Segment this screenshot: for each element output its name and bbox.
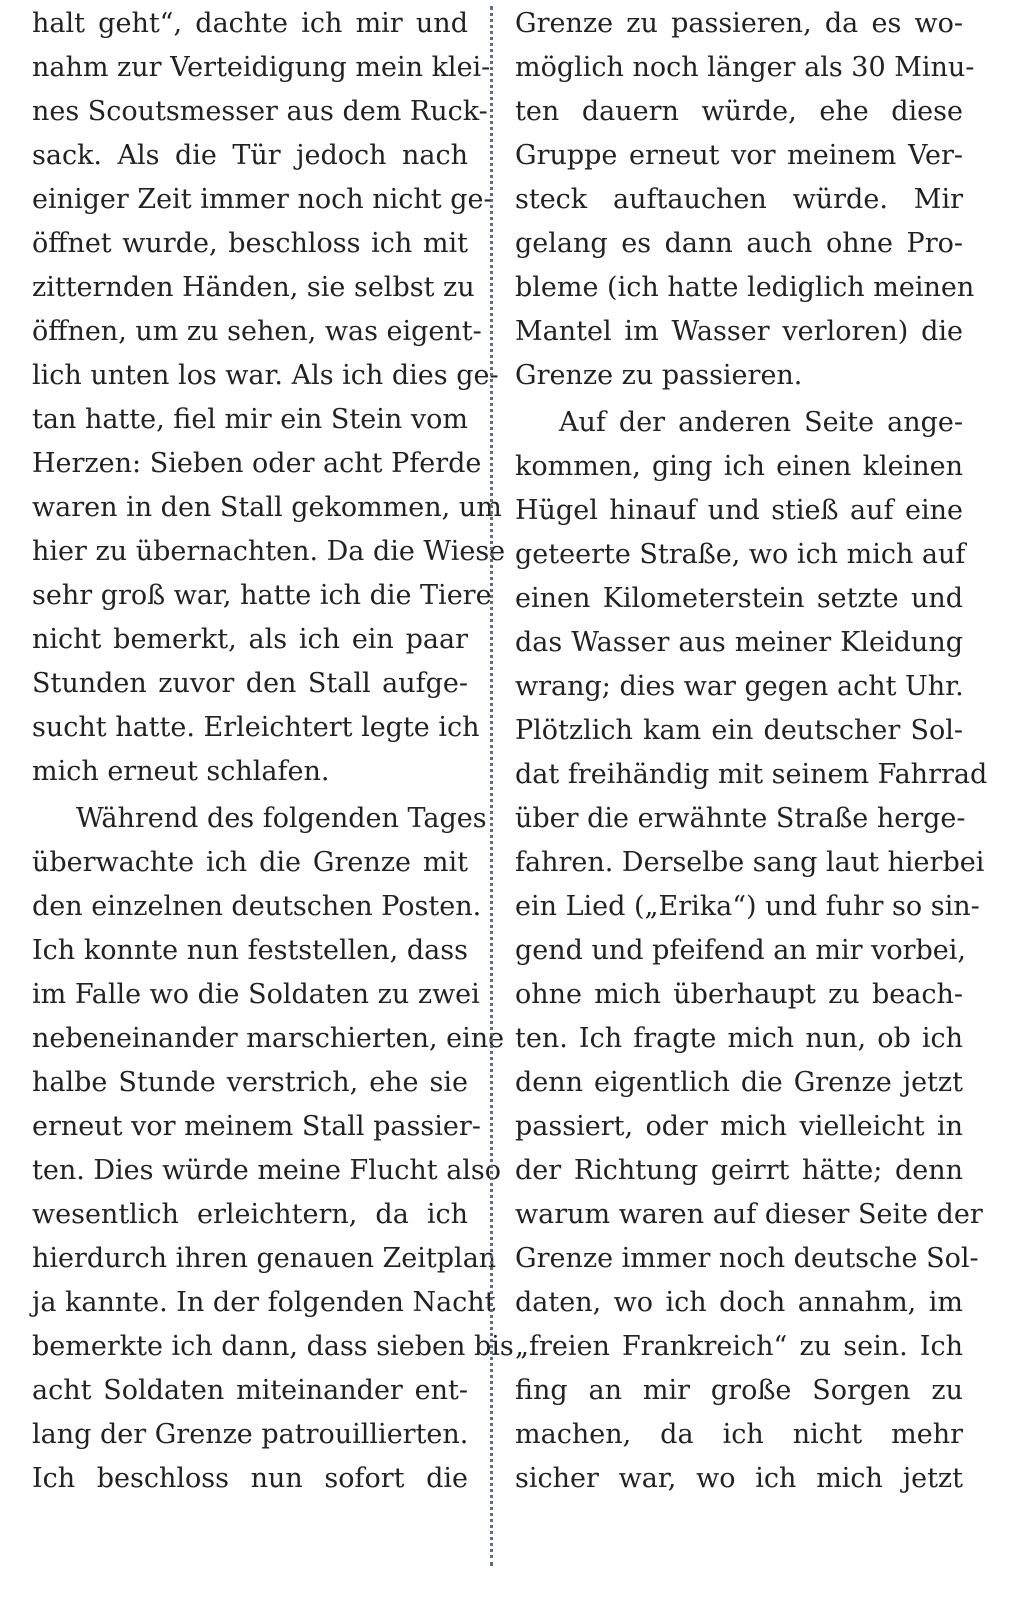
text-line: Grenze zu passieren. [515,360,803,391]
text-line: möglich noch länger als 30 Minu- [515,52,975,83]
text-line: zitternden Händen, sie selbst zu [32,272,475,303]
text-line: im Falle wo die Soldaten zu zwei [32,979,480,1010]
text-line: sucht hatte. Erleichtert legte ich [32,712,480,743]
text-line: Hügel hinauf und stieß auf eine [515,495,963,526]
text-line: das Wasser aus meiner Kleidung [515,627,963,658]
text-line: halt geht“, dachte ich mir und [32,8,468,39]
text-line: lang der Grenze patrouillierten. [32,1419,469,1450]
text-line: ein Lied („Erika“) und fuhr so sin- [515,891,980,922]
text-line: fing an mir große Sorgen zu [515,1375,963,1406]
text-line: tan hatte, fiel mir ein Stein vom [32,404,468,435]
text-line: einiger Zeit immer noch nicht ge- [32,184,493,215]
text-line: öffnen, um zu sehen, was eigent- [32,316,482,347]
text-line: hierdurch ihren genauen Zeitplan [32,1243,497,1274]
text-line: warum waren auf dieser Seite der [515,1199,983,1230]
text-line: kommen, ging ich einen kleinen [515,451,963,482]
text-line: denn eigentlich die Grenze jetzt [515,1067,963,1098]
text-line: Ich beschloss nun sofort die [32,1463,468,1494]
text-line: Ich konnte nun feststellen, dass [32,935,468,966]
text-line: Gruppe erneut vor meinem Ver- [515,140,963,171]
text-line: wrang; dies war gegen acht Uhr. [515,671,964,702]
text-line: passiert, oder mich vielleicht in [515,1111,963,1142]
text-line: Grenze immer noch deutsche Sol- [515,1243,979,1274]
text-line: der Richtung geirrt hätte; denn [515,1155,963,1186]
text-line: bleme (ich hatte lediglich meinen [515,272,975,303]
text-line: Während des folgenden Tages [76,803,487,834]
text-line: dat freihändig mit seinem Fahrrad [515,759,988,790]
text-line: Plötzlich kam ein deutscher Sol- [515,715,963,746]
text-line: wesentlich erleichtern, da ich [32,1199,468,1230]
text-line: machen, da ich nicht mehr [515,1419,963,1450]
text-line: öffnet wurde, beschloss ich mit [32,228,468,259]
text-line: lich unten los war. Als ich dies ge- [32,360,499,391]
text-line: nahm zur Verteidigung mein klei- [32,52,491,83]
text-line: Stunden zuvor den Stall aufge- [32,668,468,699]
text-line: fahren. Derselbe sang laut hierbei [515,847,985,878]
text-line: halbe Stunde verstrich, ehe sie [32,1067,468,1098]
text-line: nicht bemerkt, als ich ein paar [32,624,468,655]
text-line: hier zu übernachten. Da die Wiese [32,536,506,567]
text-line: über die erwähnte Straße herge- [515,803,966,834]
text-line: Mantel im Wasser verloren) die [515,316,963,347]
text-line: ten. Dies würde meine Flucht also [32,1155,502,1186]
text-line: sack. Als die Tür jedoch nach [32,140,468,171]
text-line: geteerte Straße, wo ich mich auf [515,539,966,570]
text-line: sehr groß war, hatte ich die Tiere [32,580,492,611]
text-line: mich erneut schlafen. [32,756,330,787]
text-line: steck auftauchen würde. Mir [515,184,963,215]
text-line: „freien Frankreich“ zu sein. Ich [515,1331,963,1362]
text-line: ja kannte. In der folgenden Nacht [32,1287,496,1318]
text-line: erneut vor meinem Stall passier- [32,1111,481,1142]
text-line: einen Kilometerstein setzte und [515,583,963,614]
column-divider [490,6,493,1566]
text-line: waren in den Stall gekommen, um [32,492,502,523]
text-line: ten dauern würde, ehe diese [515,96,963,127]
text-line: Auf der anderen Seite ange- [559,407,963,438]
text-line: daten, wo ich doch annahm, im [515,1287,963,1318]
text-line: gelang es dann auch ohne Pro- [515,228,963,259]
text-line: Grenze zu passieren, da es wo- [515,8,963,39]
text-line: überwachte ich die Grenze mit [32,847,468,878]
text-line: nes Scoutsmesser aus dem Ruck- [32,96,488,127]
text-line: sicher war, wo ich mich jetzt [515,1463,963,1494]
text-line: nebeneinander marschierten, eine [32,1023,505,1054]
text-line: ten. Ich fragte mich nun, ob ich [515,1023,963,1054]
text-line: den einzelnen deutschen Posten. [32,891,482,922]
text-line: bemerkte ich dann, dass sieben bis [32,1331,514,1362]
text-line: gend und pfeifend an mir vorbei, [515,935,966,966]
text-line: ohne mich überhaupt zu beach- [515,979,963,1010]
text-line: acht Soldaten miteinander ent- [32,1375,468,1406]
text-line: Herzen: Sieben oder acht Pferde [32,448,482,479]
